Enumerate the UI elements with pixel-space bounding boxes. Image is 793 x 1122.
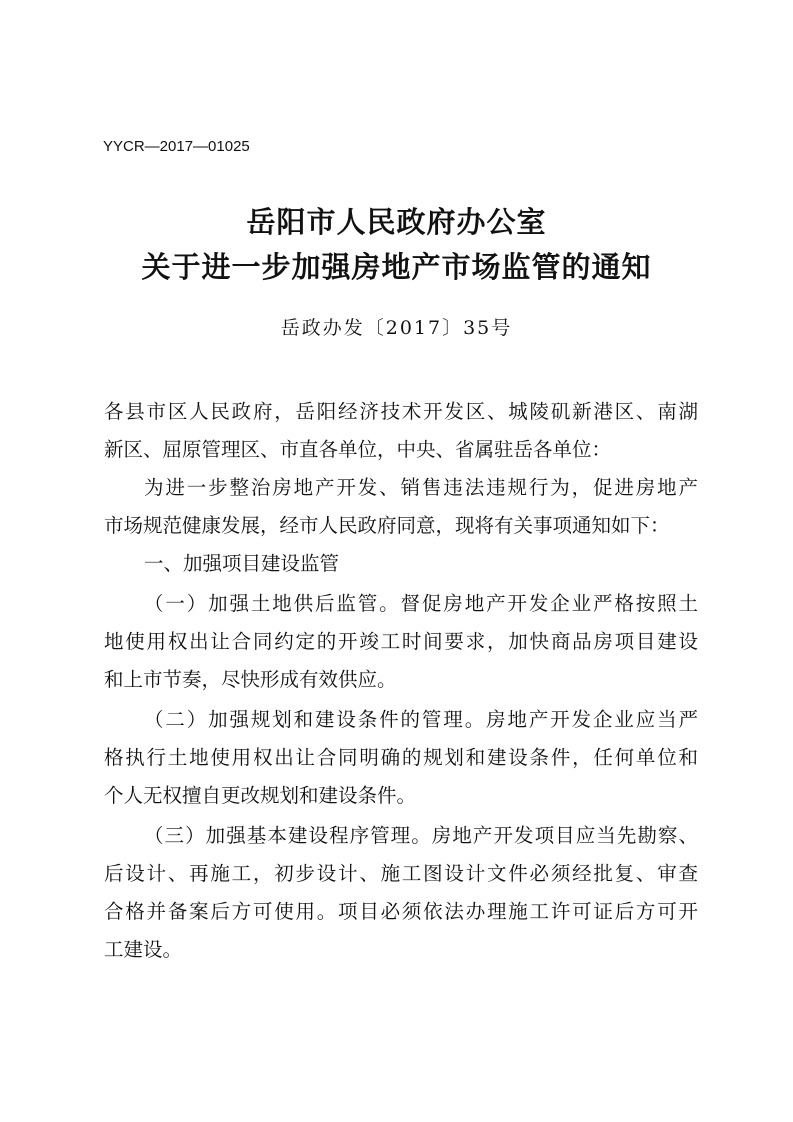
intro-paragraph [104,469,698,545]
item-3-paragraph [104,817,698,969]
title-line-2: 关于进一步加强房地产市场监管的通知 [141,250,652,284]
item-2-line-1: （二）加强规划和建设条件的管理。房地产开发企业应当严 [144,708,698,731]
item-1-line-3: 和上市节奏，尽快形成有效供应。 [104,668,397,691]
item-1-line-1: （一）加强土地供后监管。督促房地产开发企业严格按照土 [144,592,698,615]
item-3-line-3: 合格并备案后方可使用。项目必须依法办理施工许可证后方可开 [104,900,698,923]
intro-line-1: 为进一步整治房地产开发、销售违法违规行为，促进房地产 [144,476,698,499]
document-number: 岳政办发〔2017〕35号 [280,317,513,339]
section-1-heading: 一、加强项目建设监管 [144,552,340,575]
item-1-paragraph [104,585,698,699]
document-code: YYCR—2017—01025 [103,138,250,155]
item-3-line-4: 工建设。 [104,938,183,961]
recipients-line-2: 新区、屈原管理区、市直各单位，中央、省属驻岳各单位： [104,438,612,461]
title-line-1: 岳阳市人民政府办公室 [246,205,547,239]
item-2-line-2: 格执行土地使用权出让合同明确的规划和建设条件，任何单位和 [104,746,698,769]
item-2-paragraph [104,701,698,815]
document-body [104,393,698,969]
recipients-paragraph [104,393,698,469]
recipients-line-1: 各县市区人民政府，岳阳经济技术开发区、城陵矶新港区、南湖 [104,400,698,423]
item-3-line-1: （三）加强基本建设程序管理。房地产开发项目应当先勘察、 [144,824,698,847]
item-3-line-2: 后设计、再施工，初步设计、施工图设计文件必须经批复、审查 [104,862,698,885]
intro-line-2: 市场规范健康发展，经市人民政府同意，现将有关事项通知如下： [104,514,670,537]
item-2-line-3: 个人无权擅自更改规划和建设条件。 [104,784,417,807]
item-1-line-2: 地使用权出让合同约定的开竣工时间要求，加快商品房项目建设 [104,630,698,653]
